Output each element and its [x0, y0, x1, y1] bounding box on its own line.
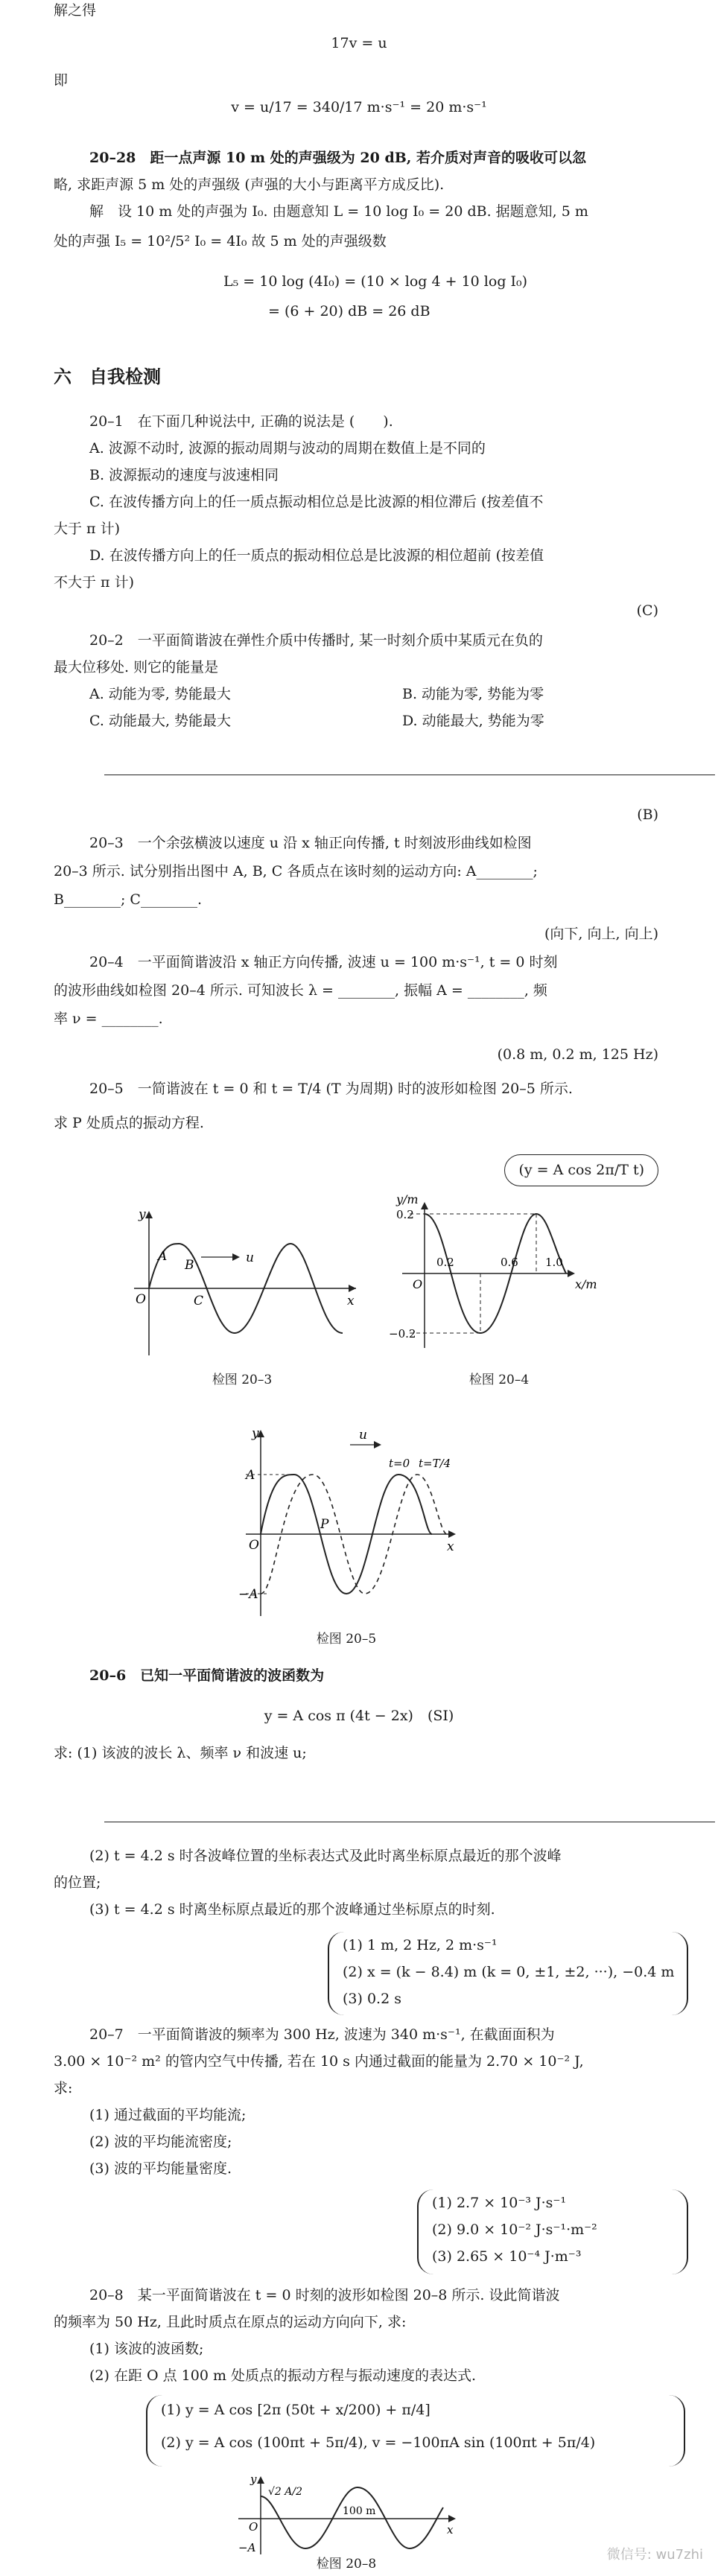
fig-label: O: [249, 1538, 259, 1553]
option-a: A. 波源不动时, 波源的振动周期与波动的周期在数值上是不同的: [89, 440, 486, 457]
answer-line: (2) y = A cos (100πt + 5π/4), v = −100πA sin (100πt + 5π/4): [161, 2435, 596, 2451]
fig-label: y: [250, 2474, 257, 2486]
problem-20-3: 20–3 一个余弦横波以速度 u 沿 x 轴正向传播, t 时刻波形曲线如检图: [89, 835, 532, 851]
text-line: 求:: [54, 2080, 73, 2096]
answer: (C): [636, 602, 658, 619]
text-line: 3.00 × 10⁻² m² 的管内空气中传播, 若在 10 s 内通过截面的能量为 2.70 × 10⁻² J,: [54, 2053, 584, 2070]
fig-label: O: [413, 1277, 423, 1291]
text-line: (2) 在距 O 点 100 m 处质点的振动方程与振动速度的表达式.: [89, 2367, 477, 2384]
equation: y = A cos π (4t − 2x) (SI): [264, 1708, 454, 1724]
text-line: 大于 π 计): [54, 521, 120, 537]
fig-label: −A: [238, 2541, 256, 2554]
solution-line: 解 设 10 m 处的声强为 I₀. 由题意知 L = 10 log I₀ = 20 dB. 据题意知, 5 m: [89, 203, 588, 220]
fig-label: O: [136, 1292, 146, 1307]
fig-label: x: [447, 1539, 454, 1554]
problem-20-8: 20–8 某一平面简谐波在 t = 0 时刻的波形如检图 20–8 所示. 设此简谐波: [89, 2287, 560, 2303]
problem-20-5: 20–5 一简谐波在 t = 0 和 t = T/4 (T 为周期) 时的波形如检图 20–5 所示.: [89, 1081, 573, 1097]
text-line: 即: [54, 72, 69, 89]
answer-line: (1) y = A cos [2π (50t + x/200) + π/4]: [161, 2402, 431, 2418]
equation: = (6 + 20) dB = 26 dB: [268, 303, 431, 319]
text-line: 不大于 π 计): [54, 574, 134, 591]
equation: 17v = u: [331, 35, 387, 51]
problem-20-28: 20–28 距一点声源 10 m 处的声强级为 20 dB, 若介质对声音的吸收可以忽: [89, 150, 587, 166]
option-a: A. 动能为零, 势能最大: [89, 686, 231, 702]
fig-label: 100 m: [343, 2505, 376, 2517]
figure-20-5: [223, 1422, 469, 1623]
fig-label: 1.0: [545, 1256, 563, 1269]
fig-label: A: [158, 1249, 168, 1264]
fig-label: t=0: [389, 1457, 410, 1470]
text-line: 求 P 处质点的振动方程.: [54, 1115, 204, 1131]
option-d: D. 在波传播方向上的任一质点的振动相位总是比波源的相位超前 (按差值: [89, 547, 544, 564]
answer: (y = A cos 2π/T t): [504, 1154, 658, 1186]
fig-label: y/m: [396, 1192, 419, 1206]
option-c: C. 动能最大, 势能最大: [89, 713, 232, 729]
figure-20-4: [387, 1192, 611, 1363]
fig-label: A: [246, 1468, 255, 1483]
text-line: (2) 波的平均能流密度;: [89, 2134, 232, 2150]
answer-line: (2) 9.0 × 10⁻² J·s⁻¹·m⁻²: [432, 2222, 597, 2238]
problem-20-1: 20–1 在下面几种说法中, 正确的说法是 ( ).: [89, 413, 393, 430]
equation: L₅ = 10 log (4I₀) = (10 × log 4 + 10 log I₀): [223, 273, 528, 290]
text-line: 处的声强 I₅ = 10²/5² I₀ = 4I₀ 故 5 m 处的声强级数: [54, 233, 387, 249]
fig-label: 0.2: [396, 1208, 414, 1221]
text-line: 最大位移处. 则它的能量是: [54, 659, 219, 675]
text-line: (3) 波的平均能量密度.: [89, 2160, 232, 2177]
answer: (向下, 向上, 向上): [544, 926, 658, 942]
fig-label: x: [447, 2523, 454, 2537]
text-line: 解之得: [54, 2, 97, 19]
answer-line: (3) 0.2 s: [343, 1991, 401, 2007]
option-b: B. 波源振动的速度与波速相同: [89, 467, 279, 483]
fig-label: B: [185, 1258, 194, 1273]
fig-label: −A: [238, 1587, 258, 1602]
figure-caption: 检图 20–3: [212, 1373, 273, 1387]
option-c: C. 在波传播方向上的任一质点振动相位总是比波源的相位滞后 (按差值不: [89, 494, 544, 510]
figure-20-8: [223, 2474, 469, 2556]
fig-label: x/m: [575, 1277, 597, 1291]
answer: (0.8 m, 0.2 m, 125 Hz): [497, 1046, 658, 1063]
problem-20-2: 20–2 一平面简谐波在弹性介质中传播时, 某一时刻介质中某质元在负的: [89, 632, 543, 649]
fig-label: y: [139, 1207, 146, 1222]
fig-label: u: [246, 1250, 254, 1265]
figure-caption: 检图 20–4: [468, 1373, 530, 1387]
option-b: B. 动能为零, 势能为零: [402, 686, 544, 702]
section-title: 六 自我检测: [54, 366, 161, 387]
text-line: (3) t = 4.2 s 时离坐标原点最近的那个波峰通过坐标原点的时刻.: [89, 1901, 495, 1918]
fig-label: P: [320, 1517, 329, 1532]
text-line: 求: (1) 该波的波长 λ、频率 ν 和波速 u;: [54, 1745, 307, 1761]
fig-label: 0.6: [501, 1256, 518, 1269]
fig-label: u: [359, 1428, 367, 1443]
fig-label: √2 A/2: [268, 2486, 303, 2498]
text-line: 略, 求距声源 5 m 处的声强级 (声强的大小与距离平方成反比).: [54, 176, 445, 193]
text-line: (1) 通过截面的平均能流;: [89, 2107, 247, 2123]
problem-20-6: 20–6 已知一平面简谐波的波函数为: [89, 1667, 325, 1684]
figure-caption: 检图 20–5: [316, 1632, 377, 1647]
answer-line: (1) 1 m, 2 Hz, 2 m·s⁻¹: [343, 1937, 498, 1953]
problem-20-4: 20–4 一平面简谐波沿 x 轴正方向传播, 波速 u = 100 m·s⁻¹, t = 0 时刻: [89, 954, 558, 970]
answer-line: (1) 2.7 × 10⁻³ J·s⁻¹: [432, 2195, 567, 2211]
text-line: 率 ν = ________.: [54, 1011, 163, 1027]
text-line: B________; C________.: [54, 891, 202, 908]
figure-20-3: [119, 1206, 365, 1363]
watermark-text: 微信号: wu7zhi: [606, 2547, 703, 2563]
text-line: 的频率为 50 Hz, 且此时质点在原点的运动方向向下, 求:: [54, 2314, 407, 2330]
problem-20-7: 20–7 一平面简谐波的频率为 300 Hz, 波速为 340 m·s⁻¹, 在截面面积为: [89, 2026, 555, 2043]
fig-label: O: [249, 2520, 258, 2534]
text-line: (2) t = 4.2 s 时各波峰位置的坐标表达式及此时离坐标原点最近的那个波峰: [89, 1848, 562, 1864]
option-d: D. 动能最大, 势能为零: [402, 713, 544, 729]
equation: v = u/17 = 340/17 m·s⁻¹ = 20 m·s⁻¹: [231, 99, 487, 115]
figure-caption: 检图 20–8: [316, 2557, 377, 2572]
text-line: (1) 该波的波函数;: [89, 2341, 204, 2357]
fig-label: −0.2: [389, 1327, 416, 1341]
text-line: 20–3 所示. 试分别指出图中 A, B, C 各质点在该时刻的运动方向: A________;: [54, 863, 538, 880]
answer-line: (2) x = (k − 8.4) m (k = 0, ±1, ±2, ···), −0.4 m: [343, 1964, 675, 1980]
fig-label: y: [252, 1426, 259, 1441]
answer: (B): [637, 807, 658, 823]
fig-label: t=T/4: [419, 1457, 451, 1470]
fig-label: C: [194, 1294, 204, 1308]
fig-label: 0.2: [436, 1256, 454, 1269]
fig-label: x: [347, 1294, 355, 1308]
text-line: 的波形曲线如检图 20–4 所示. 可知波长 λ = ________, 振幅 A = ________, 频: [54, 982, 547, 999]
text-line: 的位置;: [54, 1874, 101, 1891]
answer-line: (3) 2.65 × 10⁻⁴ J·m⁻³: [432, 2248, 582, 2265]
